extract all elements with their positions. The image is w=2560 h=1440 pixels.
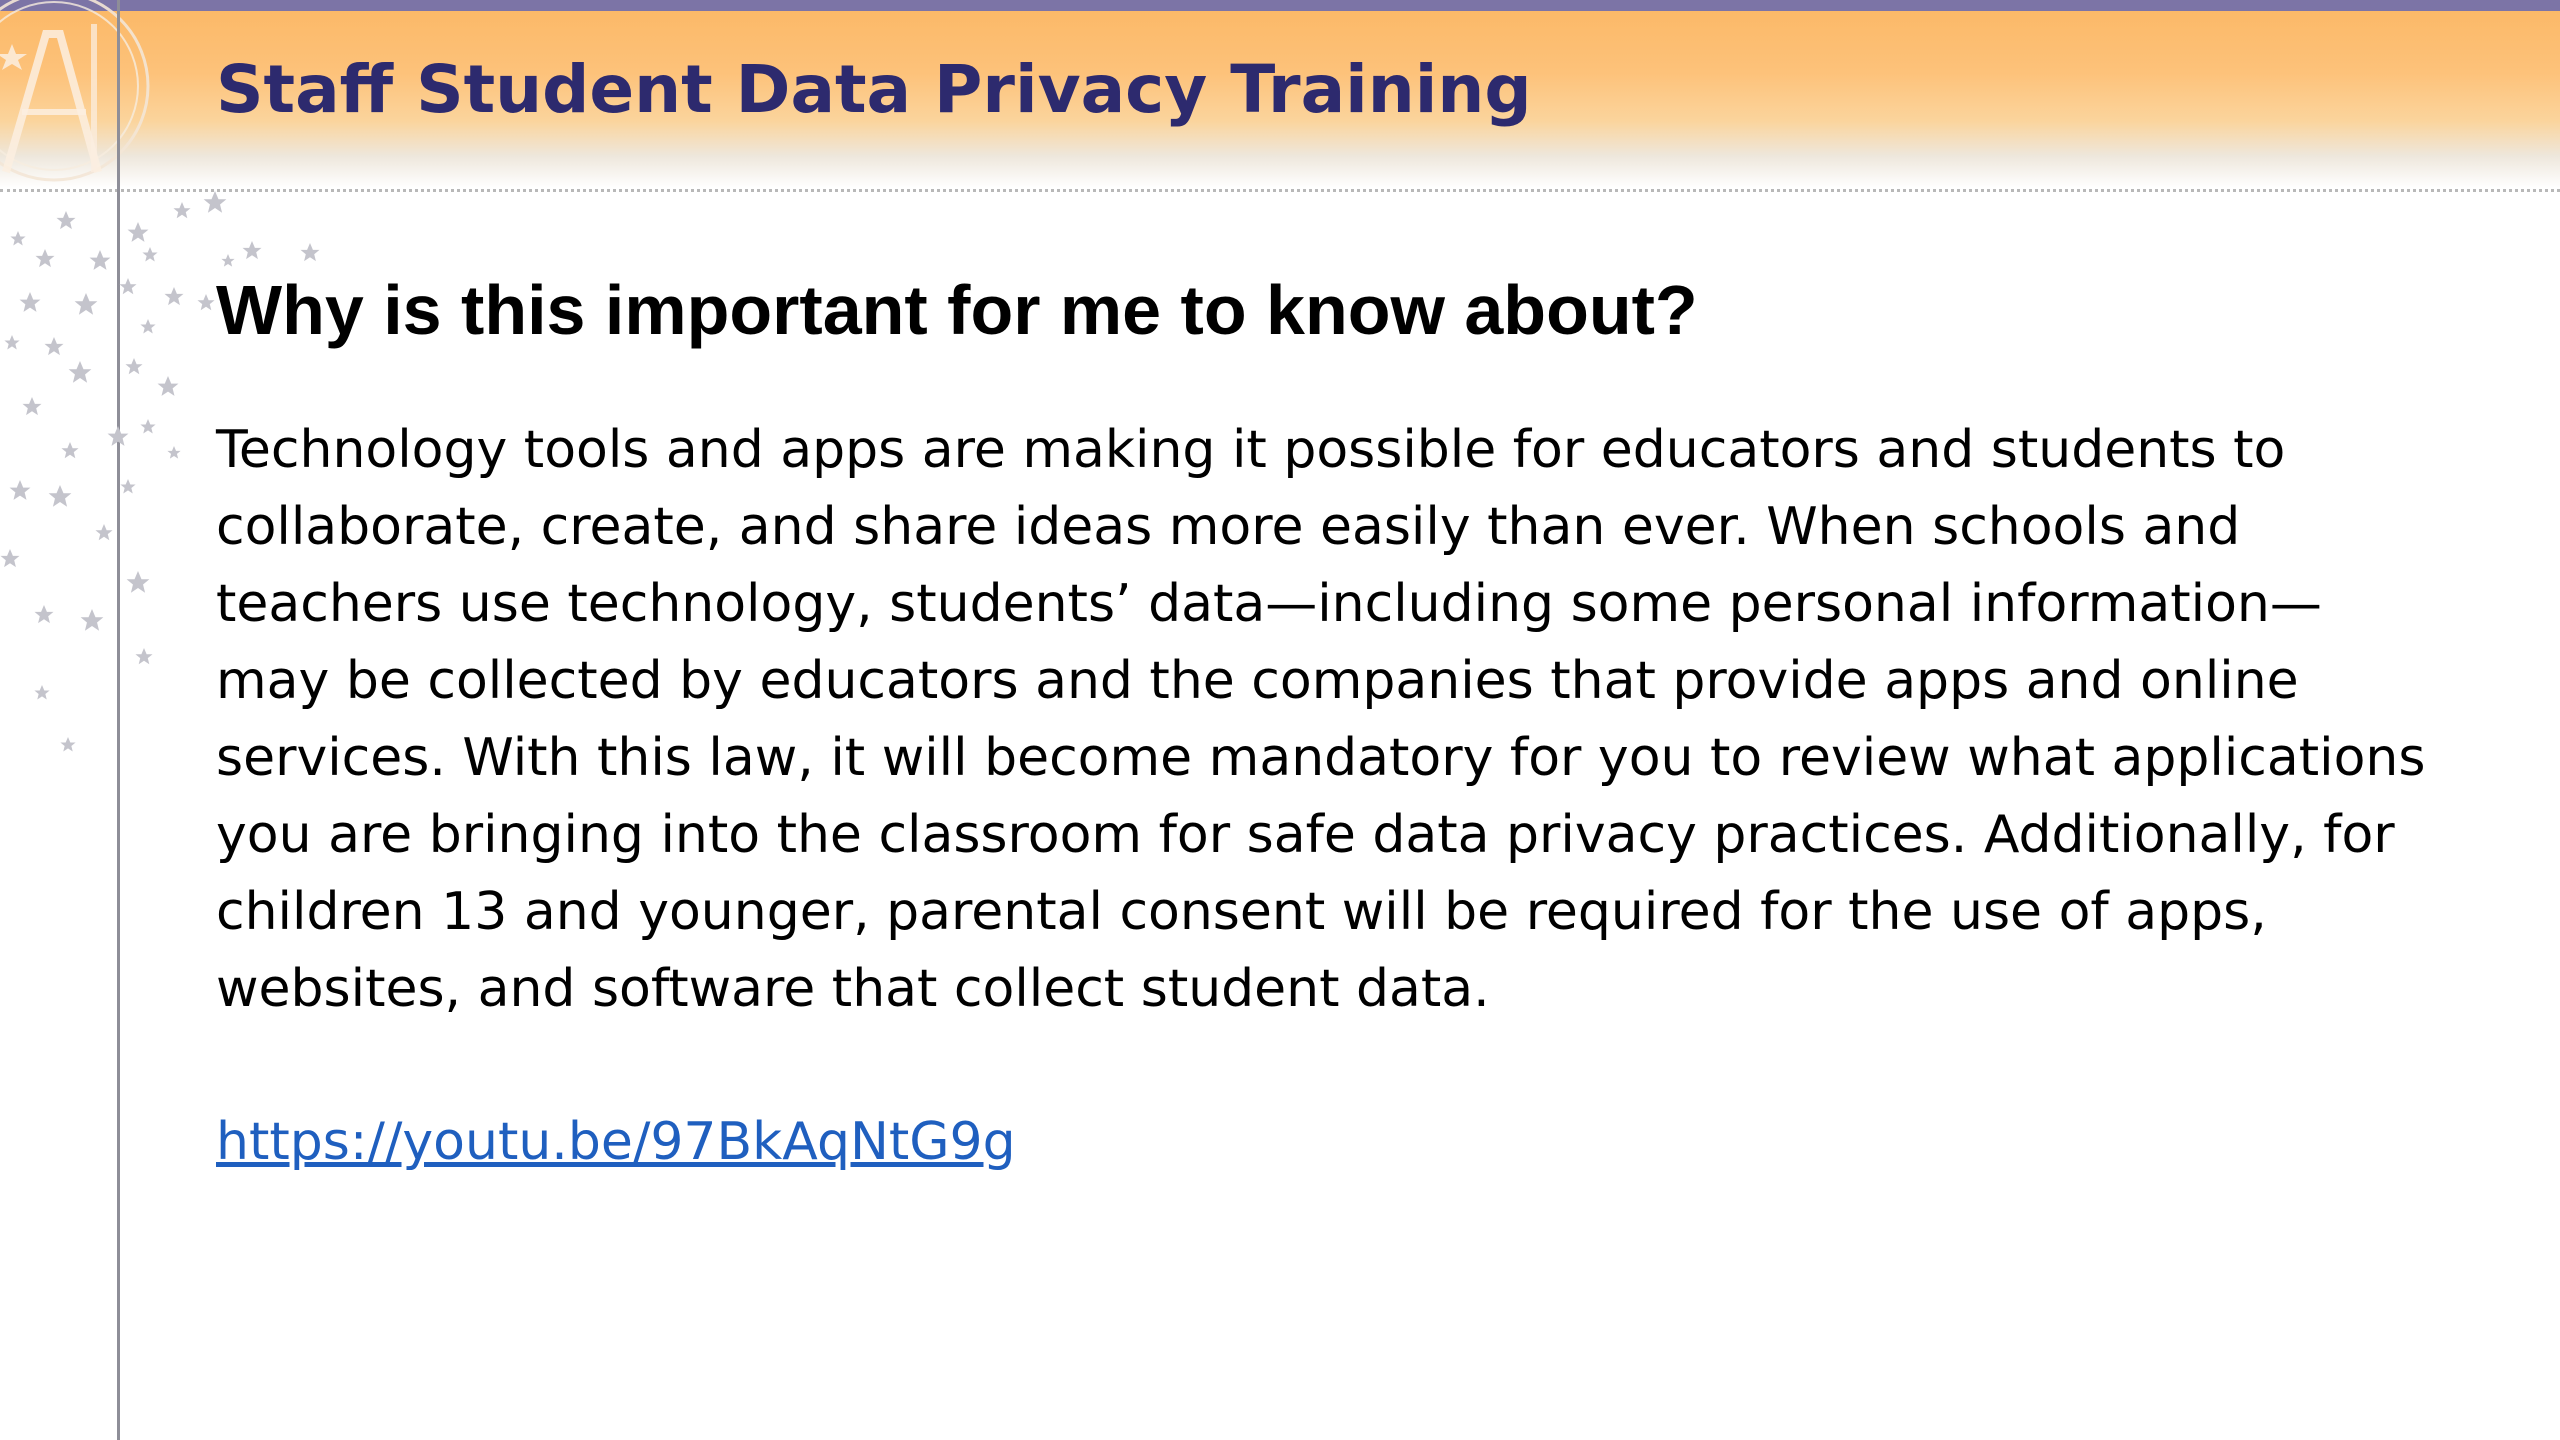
body-paragraph [216,412,2466,1028]
body-line: teachers use technology, students’ data—including some personal information— [216,574,2322,634]
body-line: collaborate, create, and share ideas more easily than ever. When schools and [216,497,2241,557]
body-line: Technology tools and apps are making it possible for educators and students to [216,420,2286,480]
body-line: may be collected by educators and the companies that provide apps and online [216,651,2299,711]
top-accent-rule [0,0,2560,11]
body-line: you are bringing into the classroom for safe data privacy practices. Additionally, for [216,805,2395,865]
video-link[interactable]: https://youtu.be/97BkAqNtG9g [216,1112,1016,1172]
body-line: services. With this law, it will become mandatory for you to review what applications [216,728,2426,788]
school-seal-icon [0,0,164,194]
title-divider [0,189,2560,192]
page-title: Staff Student Data Privacy Training [216,51,1532,128]
body-line: websites, and software that collect student data. [216,959,1490,1019]
section-heading: Why is this important for me to know about? [216,271,1698,349]
body-line: children 13 and younger, parental consent will be required for the use of apps, [216,882,2267,942]
